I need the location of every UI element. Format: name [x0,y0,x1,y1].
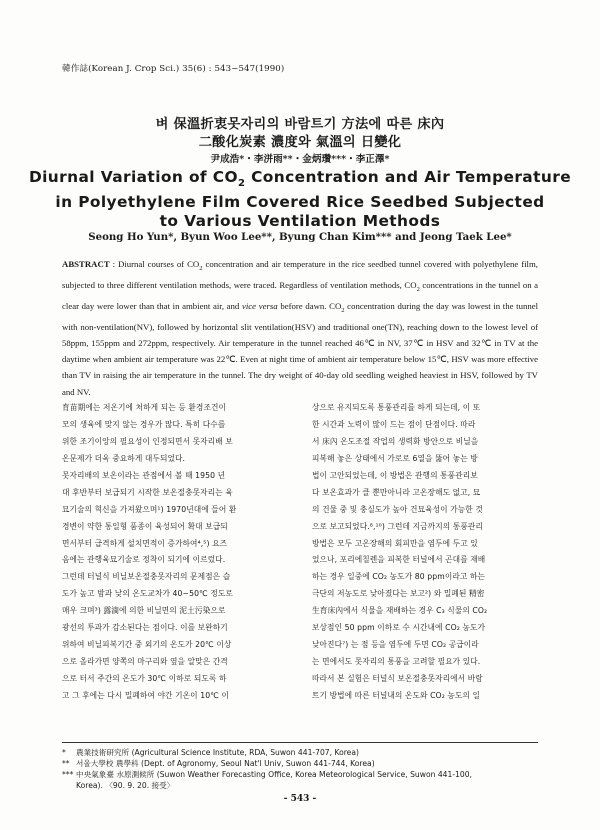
right-column-line: 따라서 본 실험은 터널식 보온절충못자리에서 바람 [312,674,483,683]
abstract [62,256,538,400]
footnote-mark: *** [62,770,74,779]
abstract-label: ABSTRACT [62,259,110,269]
footnote-divider [62,742,538,743]
left-column-line: 대 후반부터 보급되기 시작한 보온절충못자리는 육 [62,487,233,497]
abstract-sub-3: 2 [341,306,345,314]
abstract-sub-2: 2 [416,285,420,293]
left-column-line: 매우 크며³) 露滴에 의한 비닐면의 泥土污染으로 [62,606,226,616]
footnotes [62,747,538,791]
page-number: - 543 - [283,794,317,804]
left-column-line: 면서부터 급격하게 설치면적이 증가하여⁴,⁵) 요즈 [62,538,228,548]
right-column-line: 으로 보고되었다.⁸,¹⁰) 그런데 지금까지의 통풍관리 [312,521,483,531]
right-column-line: 었으나, 포리에칠렌을 피복한 터널에서 곤대를 재배 [312,555,486,565]
english-title [0,168,600,231]
left-column-line: 온문제가 더욱 중요하게 대두되었다. [62,453,186,463]
english-title-line-1-pre: Diurnal Variation of CO [28,168,238,186]
footnote [62,758,538,769]
footnote [62,769,538,780]
footnote [62,747,538,758]
left-column-line: 으로 터서 주간의 온도가 30℃ 이하로 되도록 하 [62,674,227,683]
left-column-line: 그런데 터널식 비닐보온절충못자리의 문제점은 습 [62,572,231,582]
left-column-line: 모의 생육에 맞지 않는 경우가 많다. 특히 다수를 [62,419,226,429]
journal-citation: 韓作誌(Korean J. Crop Sci.) 35(6) : 543~547(1990) [62,64,285,74]
left-column-line: 묘기술의 혁신을 가져왔으며¹) 1970년대에 들어 환 [62,504,237,514]
abstract-text-a: : Diurnal courses of CO [109,259,200,269]
right-column-line: 트기 방법에 따른 터널내의 온도와 CO₂ 농도의 일 [312,690,481,700]
body-column-left [62,400,288,705]
korean-title-line-2: 二酸化炭素 濃度와 氣溫의 日變化 [198,135,402,150]
english-title-line-3: to Various Ventilation Methods [159,212,441,231]
abstract-vice-versa: vice versa [241,300,278,311]
right-column-line: 한 시간과 노력이 많이 드는 점이 단점이다. 따라 [312,419,476,429]
left-column-line: 도가 높고 밤과 낮의 온도교차가 40~50℃ 정도로 [62,589,233,599]
english-title-line-2: in Polyethylene Film Covered Rice Seedbed Subjected [55,193,545,212]
english-title-line-1 [0,168,600,193]
korean-title-line-1: 벼 保溫折衷못자리의 바람트기 方法에 따른 床內 [155,117,445,132]
left-column-line: 위한 조기이앙의 필요성이 인정되면서 못자리배 보 [62,436,233,446]
abstract-sub-1: 2 [199,264,203,272]
left-column-line: 위하여 비닐피복기간 중 외기의 온도가 20℃ 이상 [62,640,232,650]
right-column-line: 의 건물 중 및 충실도가 높아 건묘육성이 가능한 것 [312,504,483,514]
right-column-line: 다 보온효과가 클 뿐만아니라 고온장해도 없고, 묘 [312,487,481,497]
left-column-line: 고 그 후에는 다시 밀폐하여 야간 기온이 10℃ 이 [62,690,230,700]
abstract-text-d: before dawn. CO [277,300,342,311]
right-column-line: 는 면에서도 못자리의 통풍을 고려할 필요가 있다. [312,657,481,667]
right-column-line: 서 床內 온도조절 작업의 생력화 방안으로 비닐을 [312,436,479,446]
footnote-mark: * [62,748,66,757]
right-column-line: 방법은 모두 고온장해의 회피만을 염두에 두고 있 [312,538,478,548]
right-column-line: 낮아진다⁷) 는 점 등을 염두에 두면 CO₂ 공급이라 [312,640,479,650]
left-column-line: 못자리배의 보온이라는 관점에서 볼 때 1950 년 [62,470,226,480]
right-column-line: 生育床內에서 식물을 재배하는 경우 C₃ 식물의 CO₂ [312,606,488,616]
english-title-line-1-post: Concentration and Air Temperature [245,168,572,186]
left-column-line: 으로 올라가면 양쪽의 마구리와 옆을 알맞은 간격 [62,657,228,667]
footnote-mark: ** [62,759,70,768]
body-column-right [312,400,538,705]
abstract-text-e: concentration during the day was lowest in the tunnel with non-ventilation(NV), followed by horizontal slit ventilation(HSV) and traditional one(TN), reaching down to the lowest level of 58ppm, 155ppm and 272ppm, respectively. Air temperature in the tunnel reached 46℃ in NV, 37℃ in HSV and 32℃ in TV at the daytime when ambient air temperature was 22℃. Even at night time of ambient air temperature below 15℃, HSV was more effective than TV in raising the air temperature in the tunnel. The dry weight of 40-day old seedling weighed heaviest in HSV, followed by TV and NV. [62,300,539,397]
right-column-line: 보상점인 50 ppm 이하로 수 시간내에 CO₂ 농도가 [312,623,486,633]
left-column-line: 광선의 투과가 감소된다는 점이다. 이를 보완하기 [62,623,228,633]
right-column-line: 법이 고안되었는데, 이 방법은 관행의 통풍관리보 [312,470,478,480]
right-column-line: 상으로 유지되도록 통풍관리를 하게 되는데, 이 또 [312,403,481,412]
english-authors: Seong Ho Yun*, Byun Woo Lee**, Byung Chan Kim*** and Jeong Taek Lee* [88,231,512,243]
abstract-text-c: concentrations in the tunnel on a clear day were lower than that in ambient air, and [62,279,539,311]
footnote-text: 서울大學校 農學科 (Dept. of Agronomy, Seoul Nat'l Univ, Suwon 441-744, Korea) [76,759,375,768]
footnote-text: 中央氣象臺 水原測候所 (Suwon Weather Forecasting Office, Korea Meteorological Service, Suwon 441-100, [76,770,472,779]
footnote-text: Korea). 〈90. 9. 20. 接受〉 [76,781,175,790]
right-column-line: 피복해 놓은 상태에서 가로로 6열을 뚫어 놓는 방 [312,453,478,463]
right-column-line: 하는 경우 일중에 CO₂ 농도가 80 ppm이라고 하는 [312,572,486,582]
korean-authors: 尹成浩*・李洴雨**・金炳瓚***・李正澤* [210,154,390,165]
left-column-line: 育苗期에는 저온기에 처하게 되는 등 환경조건이 [62,403,227,412]
abstract-text-b: concentration and air temperature in the rice seedbed tunnel covered with polyethylene film, subjected to three different ventilation methods, were traced. Regardless of ventilation methods, CO [62,259,538,290]
footnote-text: 農業技術研究所 (Agricultural Science Institute, RDA, Suwon 441-707, Korea) [76,748,359,757]
right-column-line: 극단의 저농도로 낮아졌다는 보고²) 와 밀폐된 精密 [312,589,485,599]
korean-title [0,116,600,152]
english-title-co2-subscript: 2 [237,178,246,190]
left-column-line: 음에는 관행육묘기술로 정착이 되기에 이르렀다. [62,555,226,565]
footnote [62,780,538,791]
left-column-line: 경변이 약한 통일형 품종이 육성되어 확대 보급되 [62,521,228,531]
